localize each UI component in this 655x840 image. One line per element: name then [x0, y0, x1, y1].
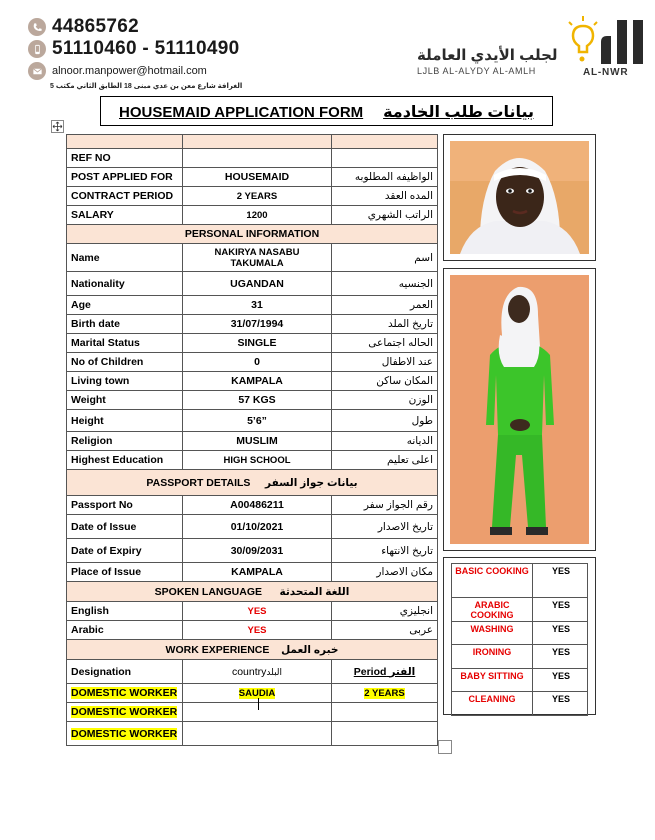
living-town-arabic: المكان ساكن — [332, 372, 438, 391]
experience-section-english: WORK EXPERIENCE — [165, 643, 270, 656]
skills-box — [443, 557, 596, 715]
period-header-arabic: الفتر — [389, 665, 416, 678]
nationality-label: Nationality — [67, 272, 183, 296]
table-row — [67, 410, 438, 432]
contact-block — [28, 16, 239, 82]
religion-value: MUSLIM — [183, 432, 332, 451]
height-arabic: طول — [332, 410, 438, 432]
country-header-english: country — [231, 665, 267, 678]
passport-section-arabic: بيانات جواز السفر — [265, 476, 358, 489]
weight-arabic: الوزن — [332, 391, 438, 410]
logo-arabic-text: لجلب الأيدي العاملة — [417, 47, 558, 64]
form-title-english: HOUSEMAID APPLICATION FORM — [119, 104, 364, 121]
children-value: 0 — [183, 353, 332, 372]
passport-no-label: Passport No — [67, 496, 183, 515]
living-town-label: Living town — [67, 372, 183, 391]
ref-no-value — [183, 149, 332, 168]
application-table — [66, 134, 438, 746]
passport-no-arabic: رقم الجواز سفر — [332, 496, 438, 515]
mobile-icon — [28, 40, 46, 58]
salary-value: 1200 — [183, 206, 332, 225]
marital-arabic: الحاله اجتماعى — [332, 334, 438, 353]
table-row — [67, 722, 438, 746]
company-logo — [415, 14, 647, 84]
text-cursor — [258, 698, 259, 710]
language-section-english: SPOKEN LANGUAGE — [154, 585, 262, 598]
table-row — [67, 187, 438, 206]
designation-header: Designation — [67, 660, 183, 684]
name-arabic: اسم — [332, 244, 438, 272]
form-title-arabic: بيانات طلب الخادمة — [383, 104, 534, 121]
skill-label: WASHING — [452, 621, 533, 645]
experience-designation: DOMESTIC WORKER — [71, 706, 178, 718]
nationality-value: UGANDAN — [183, 272, 332, 296]
experience-country — [183, 722, 332, 746]
issue-date-label: Date of Issue — [67, 515, 183, 539]
contract-value: 2 YEARS — [183, 187, 332, 206]
phone-row-2 — [28, 38, 239, 60]
post-label: POST APPLIED FOR — [67, 168, 183, 187]
table-row — [67, 206, 438, 225]
table-row — [67, 272, 438, 296]
table-row — [67, 432, 438, 451]
birth-date-label: Birth date — [67, 315, 183, 334]
passport-section-english: PASSPORT DETAILS — [146, 476, 251, 489]
language-section-header — [67, 582, 438, 602]
ref-no-label: REF NO — [67, 149, 183, 168]
marital-label: Marital Status — [67, 334, 183, 353]
table-header-row — [67, 135, 438, 149]
skill-value: YES — [533, 668, 588, 692]
phone-icon — [28, 18, 46, 36]
skill-label: BABY SITTING — [452, 668, 533, 692]
phone-row-1 — [28, 16, 239, 38]
religion-arabic: الديانه — [332, 432, 438, 451]
table-row — [67, 539, 438, 563]
table-row — [67, 315, 438, 334]
height-value: 5’6” — [183, 410, 332, 432]
education-arabic: اعلى تعليم — [332, 451, 438, 470]
salary-label: SALARY — [67, 206, 183, 225]
language-section-arabic: اللغة المتحدثة — [279, 585, 350, 598]
expiry-date-arabic: تاريخ الانتهاء — [332, 539, 438, 563]
country-header-arabic: البلد — [266, 666, 283, 677]
phone-number[interactable]: 44865762 — [52, 16, 139, 37]
passport-section-header — [67, 470, 438, 496]
experience-period — [332, 722, 438, 746]
expiry-date-value: 30/09/2031 — [183, 539, 332, 563]
marital-value: SINGLE — [183, 334, 332, 353]
living-town-value: KAMPALA — [183, 372, 332, 391]
religion-label: Religion — [67, 432, 183, 451]
experience-designation: DOMESTIC WORKER — [71, 727, 178, 740]
headshot-image — [450, 141, 589, 254]
email-row — [28, 60, 239, 82]
children-arabic: عند الاطفال — [332, 353, 438, 372]
address-line: الغرافة شارع معن بن عدي مبنى 18 الطابق الثاني مكتب 5 — [50, 83, 243, 90]
personal-section-header: PERSONAL INFORMATION — [67, 225, 438, 244]
issue-place-arabic: مكان الاصدار — [332, 563, 438, 582]
ref-no-arabic — [332, 149, 438, 168]
table-row — [67, 496, 438, 515]
arabic-label: Arabic — [67, 621, 183, 640]
education-label: Highest Education — [67, 451, 183, 470]
experience-header-row — [67, 660, 438, 684]
move-handle-icon[interactable] — [51, 120, 64, 133]
period-header-english: Period — [353, 665, 387, 678]
education-value: HIGH SCHOOL — [183, 451, 332, 470]
table-row — [67, 563, 438, 582]
age-label: Age — [67, 296, 183, 315]
table-row — [67, 372, 438, 391]
full-body-image — [450, 275, 589, 544]
age-arabic: العمر — [332, 296, 438, 315]
skill-value: YES — [533, 598, 588, 622]
table-row — [452, 564, 588, 598]
issue-place-label: Place of Issue — [67, 563, 183, 582]
skill-value: YES — [533, 645, 588, 669]
table-row — [67, 149, 438, 168]
age-value: 31 — [183, 296, 332, 315]
experience-section-arabic: خبره العمل — [281, 643, 339, 656]
table-row — [452, 668, 588, 692]
english-value: YES — [183, 602, 332, 621]
contract-label: CONTRACT PERIOD — [67, 187, 183, 206]
skill-label: CLEANING — [452, 692, 533, 716]
table-row — [67, 602, 438, 621]
table-row — [67, 353, 438, 372]
skill-value: YES — [533, 621, 588, 645]
nationality-arabic: الجنسيه — [332, 272, 438, 296]
experience-designation: DOMESTIC WORKER — [71, 687, 178, 699]
table-row — [452, 692, 588, 716]
table-row — [67, 621, 438, 640]
experience-period — [332, 703, 438, 722]
end-checkbox[interactable] — [438, 740, 452, 754]
experience-country — [183, 703, 332, 722]
name-label: Name — [67, 244, 183, 272]
table-row — [67, 391, 438, 410]
table-row — [67, 515, 438, 539]
form-title-box — [100, 96, 553, 126]
skill-value: YES — [533, 692, 588, 716]
height-label: Height — [67, 410, 183, 432]
english-arabic: انجليزي — [332, 602, 438, 621]
skill-value: YES — [533, 564, 588, 598]
issue-date-arabic: تاريخ الاصدار — [332, 515, 438, 539]
post-value: HOUSEMAID — [183, 168, 332, 187]
table-row — [67, 684, 438, 703]
contract-arabic: المده العقد — [332, 187, 438, 206]
table-row — [67, 168, 438, 187]
arabic-arabic: عربى — [332, 621, 438, 640]
email-icon — [28, 62, 46, 80]
english-label: English — [67, 602, 183, 621]
logo-mark-text: AL-NWR — [583, 67, 629, 78]
arabic-value: YES — [183, 621, 332, 640]
experience-country: SAUDIA — [238, 687, 276, 699]
salary-arabic: الراتب الشهري — [332, 206, 438, 225]
table-row — [67, 296, 438, 315]
skills-table — [451, 563, 588, 716]
full-body-photo — [443, 268, 596, 551]
table-row — [67, 703, 438, 722]
skill-label: IRONING — [452, 645, 533, 669]
name-value: NAKIRYA NASABU TAKUMALA — [183, 244, 332, 272]
children-label: No of Children — [67, 353, 183, 372]
passport-no-value: A00486211 — [183, 496, 332, 515]
skill-label: BASIC COOKING — [452, 564, 533, 598]
post-arabic: الواظيفه المطلوبه — [332, 168, 438, 187]
skill-label: ARABIC COOKING — [452, 598, 533, 622]
issue-date-value: 01/10/2021 — [183, 515, 332, 539]
weight-label: Weight — [67, 391, 183, 410]
expiry-date-label: Date of Expiry — [67, 539, 183, 563]
issue-place-value: KAMPALA — [183, 563, 332, 582]
mobile-numbers[interactable]: 51110460 - 51110490 — [52, 38, 240, 59]
email-address[interactable]: alnoor.manpower@hotmail.com — [52, 65, 207, 77]
experience-period: 2 YEARS — [364, 687, 405, 699]
table-row — [452, 645, 588, 669]
table-row — [452, 621, 588, 645]
table-row — [67, 451, 438, 470]
birth-date-arabic: تاريخ الملد — [332, 315, 438, 334]
table-row — [452, 598, 588, 622]
headshot-photo — [443, 134, 596, 261]
table-row — [67, 244, 438, 272]
weight-value: 57 KGS — [183, 391, 332, 410]
birth-date-value: 31/07/1994 — [183, 315, 332, 334]
table-row — [67, 334, 438, 353]
experience-section-header — [67, 640, 438, 660]
logo-english-text: LJLB AL-ALYDY AL-AMLH — [417, 66, 536, 76]
